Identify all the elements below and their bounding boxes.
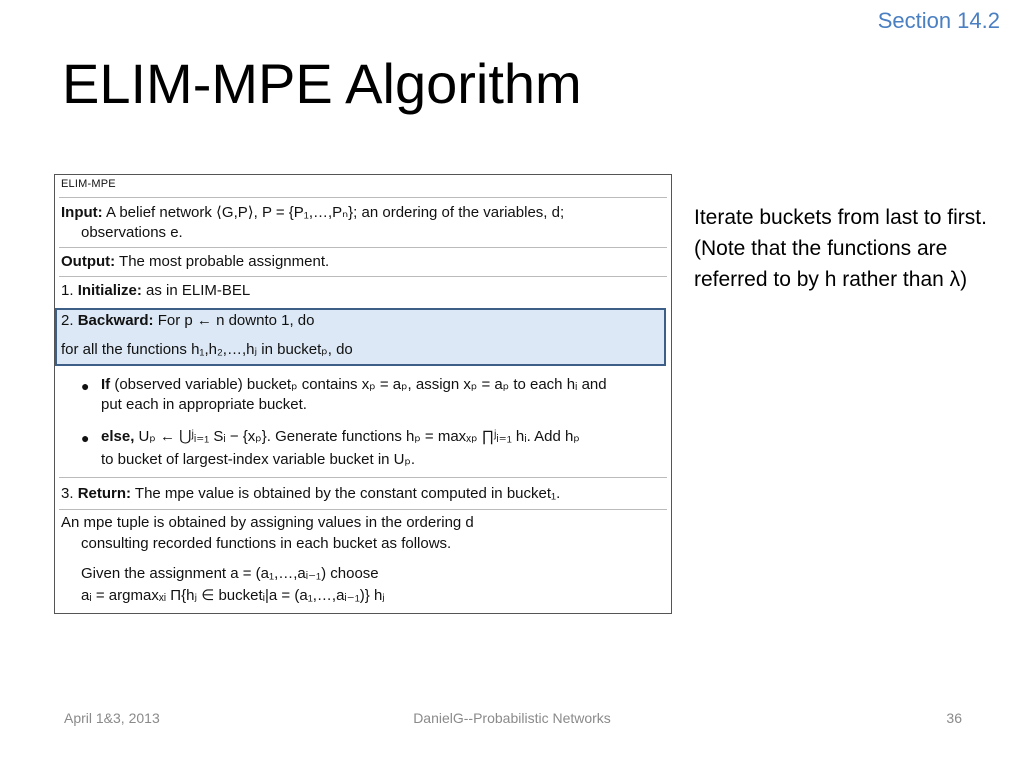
step2-text: For p ← n downto 1, do [157, 312, 315, 329]
bullet2-text: Uₚ ← ⋃ʲᵢ₌₁ Sᵢ − {xₚ}. Generate functions hₚ = maxₓₚ ∏ʲᵢ₌₁ hᵢ. Add hₚ [138, 428, 580, 445]
step1-text: as in ELIM-BEL [146, 282, 251, 299]
step3-line [61, 485, 560, 502]
input-text: A belief network ⟨G,P⟩, P = {P₁,…,Pₙ}; an ordering of the variables, d; [106, 204, 565, 221]
divider [59, 247, 667, 248]
bullet1-line [101, 375, 607, 393]
step2-label: Backward: [77, 312, 154, 329]
bullet1-line-2: put each in appropriate bucket. [101, 396, 307, 413]
algorithm-box [54, 174, 672, 614]
output-text: The most probable assignment. [119, 253, 330, 270]
slide-title: ELIM-MPE Algorithm [62, 52, 582, 115]
bullet2-line-2: to bucket of largest-index variable bucket in Uₚ. [101, 451, 416, 468]
footer-title: DanielG--Probabilistic Networks [413, 710, 611, 726]
step1-number: 1. [61, 282, 74, 299]
bullet2-line [101, 427, 580, 445]
section-label: Section 14.2 [877, 8, 1000, 33]
divider [59, 509, 667, 510]
algorithm-header: ELIM-MPE [61, 178, 116, 190]
output-label: Output: [61, 253, 116, 270]
step2-line-2: for all the functions h₁,h₂,…,hⱼ in bucketₚ, do [61, 341, 353, 358]
bullet2-label: else, [101, 428, 135, 445]
step3-label: Return: [77, 485, 132, 502]
divider [59, 477, 667, 478]
tuple-line-2: consulting recorded functions in each bucket as follows. [81, 535, 452, 552]
page-number: 36 [946, 710, 962, 726]
output-line [61, 253, 329, 270]
step1-line [61, 282, 250, 299]
divider [59, 197, 667, 198]
bullet-icon: ● [81, 430, 90, 446]
step2-line [61, 312, 315, 329]
bullet1-text: (observed variable) bucketₚ contains xₚ = aₚ, assign xₚ = aₚ to each hᵢ and [114, 376, 607, 393]
footer-date: April 1&3, 2013 [64, 710, 160, 726]
step3-number: 3. [61, 485, 74, 502]
divider [59, 276, 667, 277]
tuple-line-1: An mpe tuple is obtained by assigning values in the ordering d [61, 514, 474, 531]
input-label: Input: [61, 204, 103, 221]
tuple-line-3: Given the assignment a = (a₁,…,aᵢ₋₁) choose [81, 565, 379, 582]
side-note: Iterate buckets from last to first. (Note that the functions are referred to by h rather than λ) [694, 206, 987, 291]
bullet1-label: If [101, 376, 111, 393]
input-line [61, 203, 564, 221]
step1-label: Initialize: [77, 282, 142, 299]
input-line-2: observations e. [81, 224, 183, 241]
step3-text: The mpe value is obtained by the constant computed in bucket₁. [134, 485, 561, 502]
step2-number: 2. [61, 312, 74, 329]
tuple-line-4: aᵢ = argmaxₓᵢ Π{hⱼ ∈ bucketᵢ|a = (a₁,…,aᵢ₋₁)} hⱼ [81, 587, 385, 604]
bullet-icon: ● [81, 378, 90, 394]
